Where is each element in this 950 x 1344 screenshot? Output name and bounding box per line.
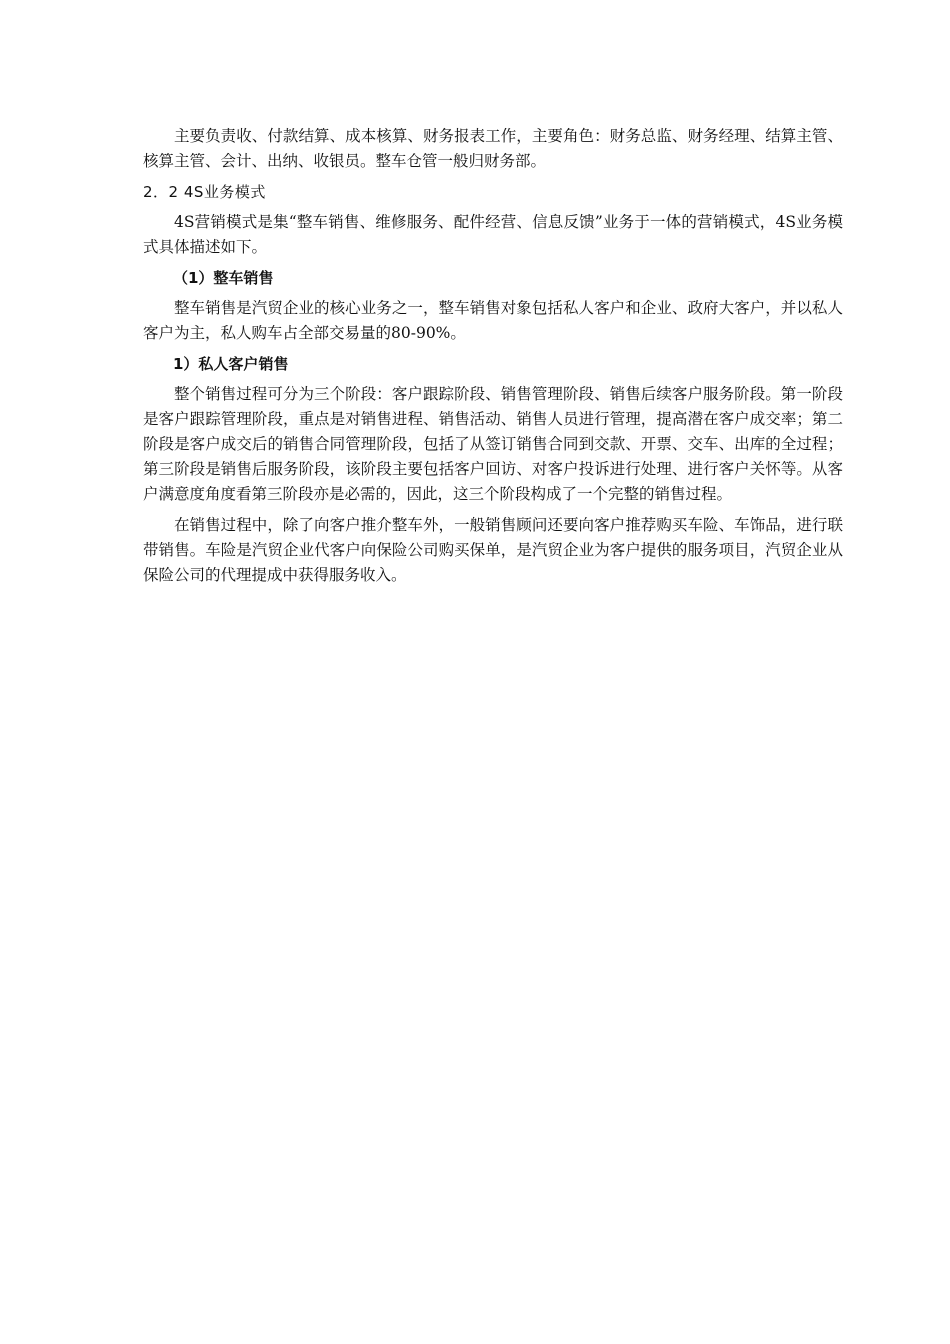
paragraph-finance-duties: 主要负责收、付款结算、成本核算、财务报表工作，主要角色：财务总监、财务经理、结算主管、核算主管、会计、出纳、收银员。整车仓管一般归财务部。 bbox=[143, 127, 843, 170]
paragraph-sales-stages: 整个销售过程可分为三个阶段：客户跟踪阶段、销售管理阶段、销售后续客户服务阶段。第一阶段是客户跟踪管理阶段，重点是对销售进程、销售活动、销售人员进行管理，提高潜在客户成交率；第二阶段是客户成交后的销售合同管理阶段，包括了从签订销售合同到交款、开票、交车、出库的全过程；第三阶段是销售后服务阶段，该阶段主要包括客户回访、对客户投诉进行处理、进行客户关怀等。从客户满意度角度看第三阶段亦是必需的，因此，这三个阶段构成了一个完整的销售过程。 bbox=[143, 385, 843, 503]
document-page bbox=[143, 124, 843, 588]
section-title: 2．2 4S业务模式 bbox=[143, 183, 266, 201]
subheading-private-sales: 1）私人客户销售 bbox=[173, 355, 289, 373]
paragraph-4s-model: 4S营销模式是集“整车销售、维修服务、配件经营、信息反馈”业务于一体的营销模式，4S业务模式具体描述如下。 bbox=[143, 213, 843, 256]
paragraph-vehicle-sales: 整车销售是汽贸企业的核心业务之一，整车销售对象包括私人客户和企业、政府大客户，并以私人客户为主，私人购车占全部交易量的80-90%。 bbox=[143, 299, 843, 342]
subheading-vehicle-sales: （1）整车销售 bbox=[173, 269, 274, 287]
paragraph-cross-selling: 在销售过程中，除了向客户推介整车外，一般销售顾问还要向客户推荐购买车险、车饰品，进行联带销售。车险是汽贸企业代客户向保险公司购买保单，是汽贸企业为客户提供的服务项目，汽贸企业从保险公司的代理提成中获得服务收入。 bbox=[143, 516, 843, 584]
